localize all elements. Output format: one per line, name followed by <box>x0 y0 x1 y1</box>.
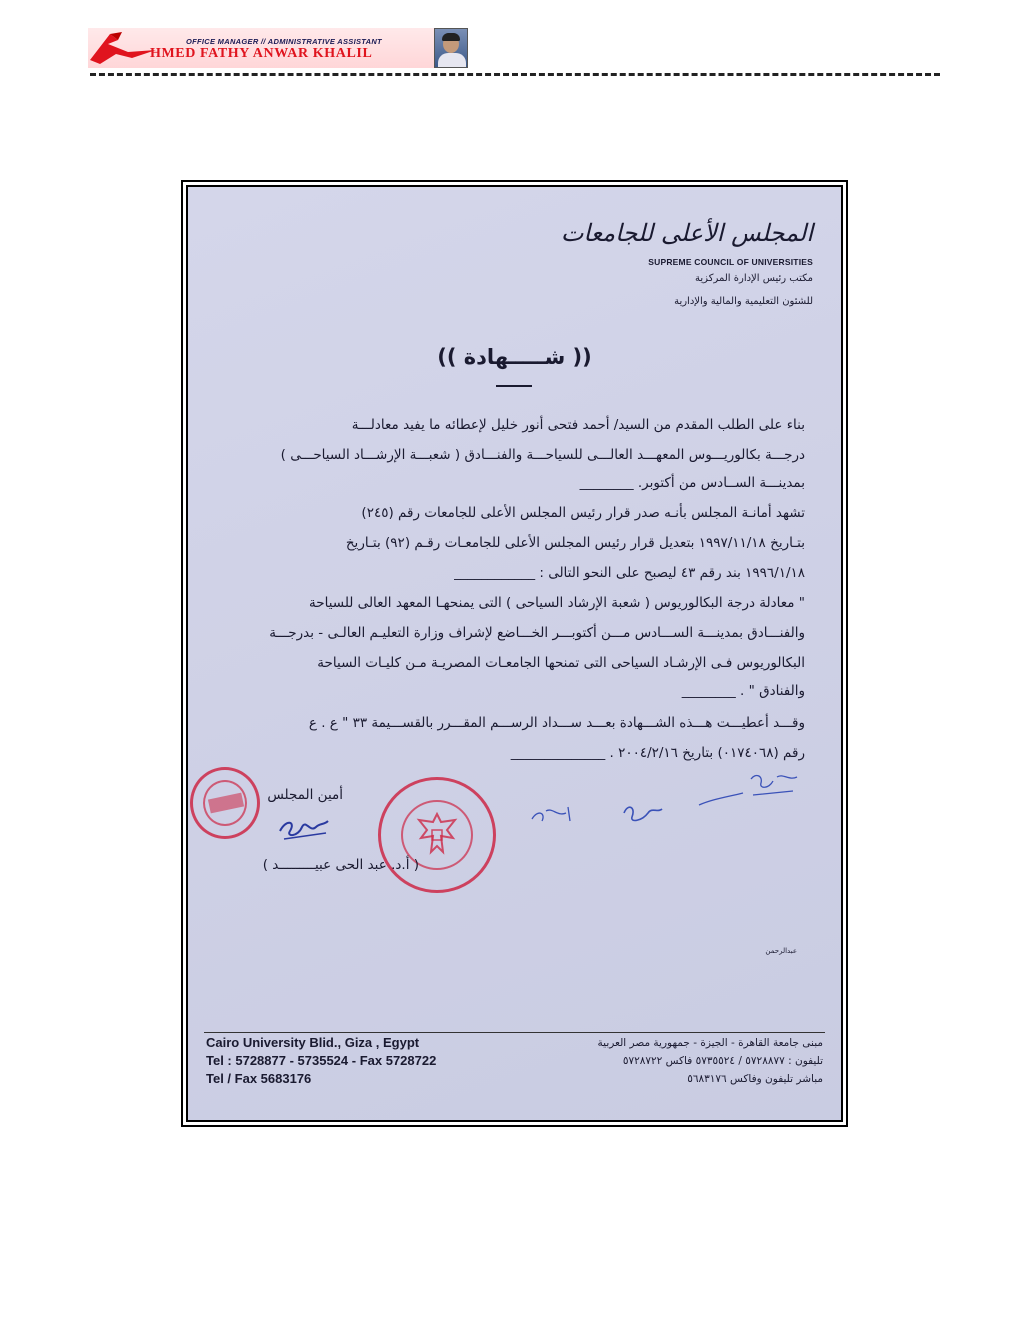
body-line: " معادلة درجة البكالوريوس ( شعبة الإرشاد السياحى ) التى يمنحهـا المعهد العالى للسياحة <box>309 595 805 611</box>
header-divider <box>90 73 940 76</box>
certificate-paper <box>186 185 843 1122</box>
footer-divider <box>204 1032 825 1033</box>
red-eagle-seal <box>378 777 496 893</box>
body-line: وقـــد أعطيـــت هـــذه الشـــهادة بعـــد ســـداد الرســـم المقـــرر بالقســـيمة ٣٣ " ع . ع <box>308 715 805 731</box>
footer-telfax-en: Tel / Fax 5683176 <box>206 1071 312 1086</box>
red-stamp-small <box>190 767 260 839</box>
body-line: بناء على الطلب المقدم من السيد/ أحمد فتحى أنور خليل لإعطائه ما يفيد معادلـــة <box>351 417 805 433</box>
header-name: HMED FATHY ANWAR KHALIL <box>150 46 373 61</box>
body-line: بمدينـــة الســادس من أكتوبر. ________ <box>579 475 805 491</box>
bird-logo-icon <box>88 30 158 68</box>
body-line: رقم (٠١٧٤٠٦٨) بتاريخ ٢٠٠٤/٢/١٦ . ______________ <box>510 745 805 761</box>
ink-date-note-icon <box>693 769 803 819</box>
body-line: والفنـــادق بمدينـــة الســـادس مـــن أكتوبـــر الخـــاضع لإشراف وزارة التعليـم العالـى - بدرجـــة <box>269 625 805 641</box>
body-line: والفنادق " . ________ <box>681 683 805 699</box>
office-line-1: مكتب رئيس الإدارة المركزية <box>695 273 813 284</box>
certificate-title: (( شـــــهادة )) <box>437 345 592 369</box>
profile-photo <box>434 28 468 68</box>
organization-english: SUPREME COUNCIL OF UNIVERSITIES <box>648 257 813 267</box>
organization-arabic: المجلس الأعلى للجامعات <box>560 219 813 247</box>
small-note: عبدالرحمن <box>765 947 797 955</box>
ink-mark-icon <box>528 799 588 829</box>
certificate-frame <box>181 180 848 1127</box>
body-line: درجـــة بكالوريـــوس المعهـــد العالـــى للسياحـــة والفنـــادق ( شعبـــة الإرشـــاد السياحـــى ) <box>280 447 805 463</box>
footer-address-en: Cairo University Blid., Giza , Egypt <box>206 1035 420 1050</box>
body-line: تشهد أمانـة المجلس بأنـه صدر قرار رئيس المجلس الأعلى للجامعات رقم (٢٤٥) <box>361 505 805 521</box>
footer-telfax-ar: مباشر تليفون وفاكس ٥٦٨٣١٧٦ <box>687 1073 823 1085</box>
body-line: بتـاريخ ١٩٩٧/١١/١٨ بتعديل قرار رئيس المجلس الأعلى للجامعـات رقـم (٩٢) بتـاريخ <box>345 535 805 551</box>
ink-initial-icon <box>618 799 668 829</box>
office-line-2: للشئون التعليمية والمالية والإدارية <box>674 296 813 307</box>
resume-header <box>88 28 470 68</box>
footer-tel-en: Tel : 5728877 - 5735524 - Fax 5728722 <box>206 1053 437 1068</box>
footer-address-ar: مبنى جامعة القاهرة - الجيزة - جمهورية مصر العربية <box>597 1037 823 1049</box>
secretary-signature-icon <box>276 815 332 845</box>
header-subtitle: OFFICE MANAGER // ADMINISTRATIVE ASSISTANT <box>186 37 382 46</box>
title-underline <box>496 385 532 387</box>
footer-tel-ar: تليفون : ٥٧٢٨٨٧٧ / ٥٧٣٥٥٢٤ فاكس ٥٧٢٨٧٢٢ <box>622 1055 823 1067</box>
body-line: ١٩٩٦/١/١٨ بند رقم ٤٣ ليصبح على النحو التالى : ____________ <box>454 565 805 581</box>
eagle-icon <box>415 812 459 858</box>
body-line: البكالوريوس فـى الإرشـاد السياحى التى تمنحها الجامعـات المصريـة مـن كليـات السياحة <box>317 655 805 671</box>
secretary-title: أمين المجلس <box>267 787 343 803</box>
secretary-name: ( أ.د. عبد الحى عبيـــــــــد ) <box>262 857 419 873</box>
